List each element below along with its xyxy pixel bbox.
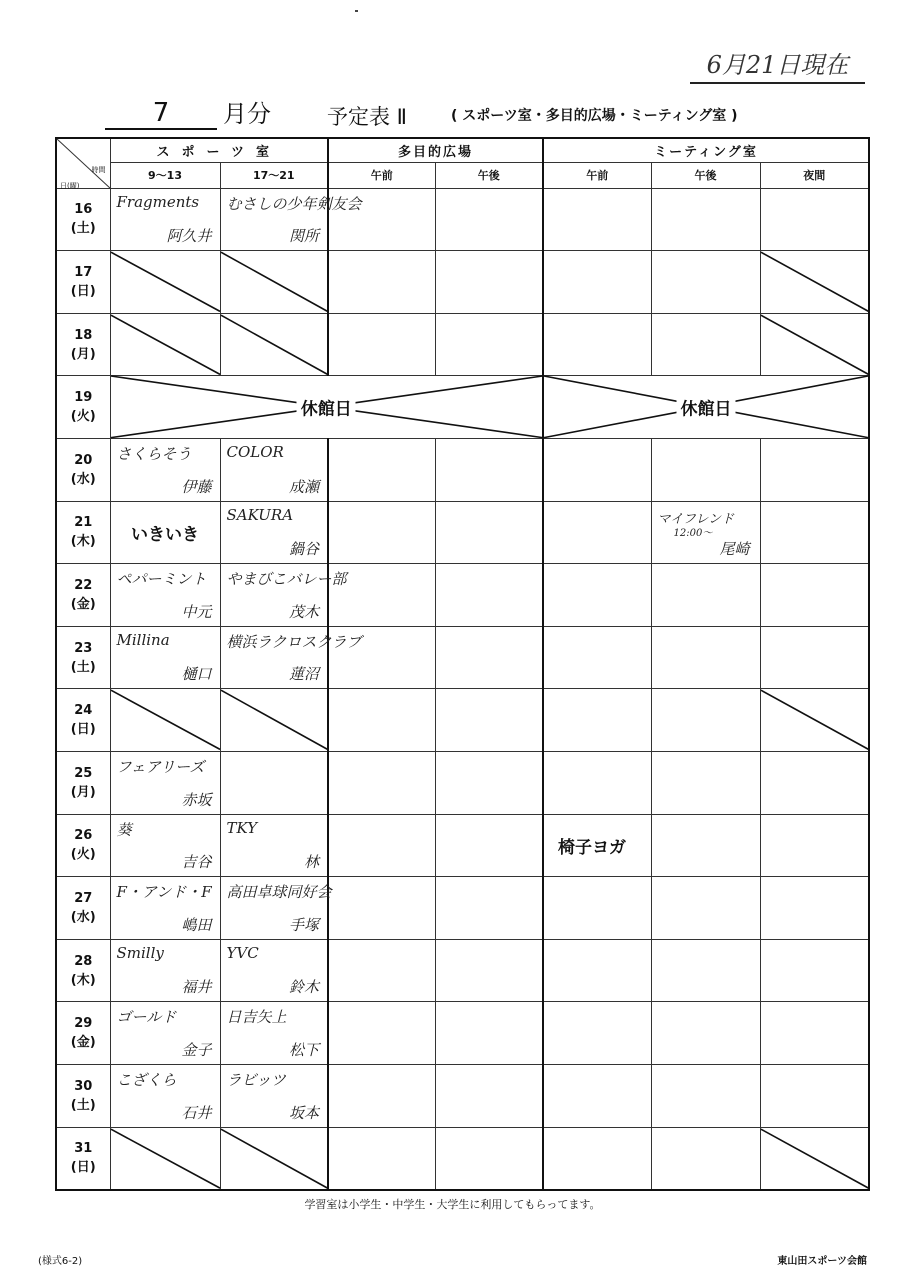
day-cell xyxy=(56,689,110,752)
closed-meeting xyxy=(543,376,869,439)
meeting-pm-cell xyxy=(651,814,760,877)
sports-pm-cell xyxy=(220,501,328,564)
day-number: 24 xyxy=(74,703,93,719)
corner-time-label: 時間 xyxy=(91,166,106,174)
slot-sports-pm: 17〜21 xyxy=(220,162,328,188)
meeting-pm-cell xyxy=(651,313,760,376)
schedule-row xyxy=(56,438,869,501)
footnote: 学習室は小学生・中学生・大学生に利用してもらってます。 xyxy=(304,1198,601,1211)
booking-contact: 成瀬 xyxy=(289,477,320,496)
booking-contact: 嶋田 xyxy=(181,915,212,934)
sports-pm-cell xyxy=(220,1127,328,1190)
form-number: (様式6-2) xyxy=(38,1256,83,1267)
sports-pm-cell xyxy=(220,313,328,376)
plaza-pm-cell xyxy=(435,1002,543,1065)
sports-pm-cell xyxy=(220,877,332,940)
meeting-pm-cell xyxy=(651,1002,760,1065)
sports-pm-cell xyxy=(220,1065,328,1128)
booking-team: F・アンド・F xyxy=(116,883,212,902)
day-of-week: (金) xyxy=(70,1035,96,1051)
sports-am-cell xyxy=(110,1127,220,1190)
booking-contact: 手塚 xyxy=(289,915,320,934)
sports-pm-cell xyxy=(220,564,347,627)
section-sports-room: スポーツ室 xyxy=(110,138,328,162)
day-number: 23 xyxy=(74,640,93,656)
slot-meeting-am: 午前 xyxy=(543,162,651,188)
booking-contact: 蓮沼 xyxy=(289,665,320,684)
plaza-am-cell xyxy=(328,939,435,1002)
day-cell xyxy=(56,1127,110,1190)
day-cell xyxy=(56,814,110,877)
meeting-am-cell xyxy=(543,814,651,877)
schedule-rooms: ( スポーツ室・多目的広場・ミーティング室 ) xyxy=(451,108,738,124)
plaza-am-cell xyxy=(328,313,435,376)
schedule-row xyxy=(56,626,869,689)
slot-plaza-am: 午前 xyxy=(328,162,435,188)
schedule-row xyxy=(56,939,869,1002)
plaza-am-cell xyxy=(328,251,435,314)
meeting-night-cell xyxy=(760,814,869,877)
booking-contact: 鍋谷 xyxy=(289,540,320,559)
meeting-night-cell xyxy=(760,1002,869,1065)
plaza-pm-cell xyxy=(435,939,543,1002)
day-of-week: (月) xyxy=(70,346,96,362)
sports-am-cell xyxy=(110,814,220,877)
closed-label: 休館日 xyxy=(297,395,356,420)
schedule-row xyxy=(56,1127,869,1190)
plaza-pm-cell xyxy=(435,1127,543,1190)
plaza-am-cell xyxy=(328,188,435,251)
crossed-out-mark xyxy=(221,689,328,751)
day-cell xyxy=(56,188,110,251)
day-number: 19 xyxy=(74,390,93,406)
sports-am-cell xyxy=(110,939,220,1002)
schedule-row xyxy=(56,689,869,752)
booking-contact: 阿久井 xyxy=(166,227,212,246)
plaza-am-cell xyxy=(328,501,435,564)
meeting-am-cell xyxy=(543,501,651,564)
sports-am-cell xyxy=(110,752,220,815)
meeting-night-cell xyxy=(760,313,869,376)
day-number: 21 xyxy=(74,515,93,531)
meeting-pm-cell xyxy=(651,877,760,940)
plaza-am-cell xyxy=(328,1065,435,1128)
day-cell xyxy=(56,626,110,689)
corner-day-label: 日(曜) xyxy=(60,182,80,190)
plaza-pm-cell xyxy=(435,501,543,564)
day-cell xyxy=(56,564,110,627)
slot-plaza-pm: 午後 xyxy=(435,162,543,188)
day-number: 22 xyxy=(74,577,93,593)
meeting-pm-cell xyxy=(651,939,760,1002)
booking-team: 日吉矢上 xyxy=(226,1008,287,1027)
booking-contact: 石井 xyxy=(181,1103,212,1122)
meeting-am-cell xyxy=(543,251,651,314)
meeting-am-cell xyxy=(543,939,651,1002)
day-cell xyxy=(56,752,110,815)
booking-team: こざくら xyxy=(116,1071,177,1090)
schedule-row xyxy=(56,251,869,314)
booking-team: COLOR xyxy=(226,442,284,461)
schedule-title: 予定表 Ⅱ xyxy=(327,105,408,129)
crossed-out-mark xyxy=(761,689,869,751)
day-cell xyxy=(56,501,110,564)
booking-contact: 坂本 xyxy=(289,1103,320,1122)
sports-pm-cell xyxy=(220,188,362,251)
booking-team: TKY xyxy=(226,818,258,837)
meeting-am-cell xyxy=(543,564,651,627)
sports-am-cell xyxy=(110,877,220,940)
sports-am-cell xyxy=(110,626,220,689)
schedule-row xyxy=(56,564,869,627)
plaza-pm-cell xyxy=(435,251,543,314)
day-number: 31 xyxy=(74,1141,93,1157)
sports-am-cell xyxy=(110,564,220,627)
sports-pm-cell xyxy=(220,689,328,752)
meeting-night-cell xyxy=(760,251,869,314)
meeting-night-cell xyxy=(760,1065,869,1128)
day-cell xyxy=(56,313,110,376)
meeting-pm-cell xyxy=(651,752,760,815)
day-of-week: (土) xyxy=(70,1097,96,1113)
booking-team: Millina xyxy=(116,630,170,649)
crossed-out-mark xyxy=(761,251,869,313)
meeting-am-cell xyxy=(543,752,651,815)
booking-team: 横浜ラクロスクラブ xyxy=(226,632,362,651)
section-meeting-room: ミーティング室 xyxy=(543,138,869,162)
day-cell xyxy=(56,877,110,940)
meeting-night-cell xyxy=(760,188,869,251)
crossed-out-mark xyxy=(111,689,220,751)
day-of-week: (木) xyxy=(70,534,96,550)
day-of-week: (日) xyxy=(70,283,96,299)
meeting-am-cell xyxy=(543,313,651,376)
plaza-am-cell xyxy=(328,564,435,627)
day-of-week: (金) xyxy=(70,596,96,612)
facility-name: 東山田スポーツ会館 xyxy=(777,1256,867,1267)
plaza-am-cell xyxy=(328,1002,435,1065)
day-cell xyxy=(56,1065,110,1128)
meeting-pm-cell xyxy=(651,251,760,314)
sports-pm-cell xyxy=(220,438,328,501)
meeting-night-cell xyxy=(760,501,869,564)
meeting-pm-cell xyxy=(651,626,760,689)
closed-label: 休館日 xyxy=(677,395,736,420)
meeting-am-cell xyxy=(543,1002,651,1065)
meeting-night-cell xyxy=(760,1127,869,1190)
day-number: 26 xyxy=(74,828,93,844)
sports-pm-cell xyxy=(220,251,328,314)
booking-team: SAKURA xyxy=(226,505,294,524)
sports-am-cell xyxy=(110,1002,220,1065)
schedule-row xyxy=(56,501,869,564)
day-of-week: (水) xyxy=(70,910,96,926)
slot-meeting-pm: 午後 xyxy=(651,162,760,188)
booking-contact: 関所 xyxy=(289,227,320,246)
booking-team: Fragments xyxy=(116,192,200,211)
crossed-out-mark xyxy=(761,1128,869,1189)
month-number: 7 xyxy=(105,100,217,130)
day-number: 30 xyxy=(74,1078,93,1094)
day-cell xyxy=(56,251,110,314)
day-of-week: (土) xyxy=(70,659,96,675)
plaza-am-cell xyxy=(328,689,435,752)
closed-sports xyxy=(110,376,543,439)
crossed-out-mark xyxy=(111,314,220,376)
schedule-row xyxy=(56,877,869,940)
corner-header xyxy=(56,138,110,188)
day-cell xyxy=(56,939,110,1002)
day-of-week: (火) xyxy=(70,409,96,425)
booking-team: ペパーミント xyxy=(116,570,207,589)
crossed-out-mark xyxy=(111,251,220,313)
meeting-night-cell xyxy=(760,689,869,752)
booking-label: 椅子ヨガ xyxy=(558,837,627,858)
crossed-out-mark xyxy=(221,251,328,313)
crossed-out-mark xyxy=(221,314,328,376)
booking-contact: 尾崎 xyxy=(719,540,750,559)
plaza-pm-cell xyxy=(435,188,543,251)
booking-team: ラビッツ xyxy=(226,1071,286,1090)
sports-pm-cell xyxy=(220,1002,328,1065)
plaza-pm-cell xyxy=(435,877,543,940)
plaza-am-cell xyxy=(328,752,435,815)
booking-team: YVC xyxy=(226,943,259,962)
day-number: 27 xyxy=(74,891,93,907)
day-number: 25 xyxy=(74,765,93,781)
schedule-row xyxy=(56,752,869,815)
plaza-pm-cell xyxy=(435,814,543,877)
day-of-week: (火) xyxy=(70,847,96,863)
booking-contact: 金子 xyxy=(181,1041,212,1060)
meeting-pm-cell xyxy=(651,1065,760,1128)
meeting-pm-cell xyxy=(651,1127,760,1190)
plaza-am-cell xyxy=(328,814,435,877)
booking-time: 12:00〜 xyxy=(673,527,713,539)
sports-pm-cell xyxy=(220,626,362,689)
scan-dot xyxy=(355,10,358,12)
day-number: 18 xyxy=(74,327,93,343)
booking-team: 高田卓球同好会 xyxy=(226,883,332,902)
plaza-pm-cell xyxy=(435,689,543,752)
plaza-pm-cell xyxy=(435,1065,543,1128)
booking-contact: 中元 xyxy=(181,602,212,621)
schedule-row xyxy=(56,1002,869,1065)
booking-team: Smilly xyxy=(116,943,164,962)
plaza-pm-cell xyxy=(435,438,543,501)
day-of-week: (木) xyxy=(70,972,96,988)
as-of-date: 6月21日現在 xyxy=(690,50,865,84)
day-of-week: (水) xyxy=(70,471,96,487)
sports-pm-cell xyxy=(220,752,328,815)
meeting-pm-cell xyxy=(651,689,760,752)
meeting-night-cell xyxy=(760,939,869,1002)
booking-contact: 茂木 xyxy=(289,602,320,621)
meeting-am-cell xyxy=(543,1127,651,1190)
day-of-week: (日) xyxy=(70,1160,96,1176)
day-cell xyxy=(56,376,110,439)
sports-pm-cell xyxy=(220,939,328,1002)
booking-team: むさしの少年剣友会 xyxy=(226,194,362,213)
day-cell xyxy=(56,438,110,501)
meeting-am-cell xyxy=(543,188,651,251)
month-suffix: 月分 xyxy=(223,100,271,128)
sports-am-cell xyxy=(110,689,220,752)
sports-am-cell xyxy=(110,251,220,314)
plaza-pm-cell xyxy=(435,313,543,376)
meeting-am-cell xyxy=(543,877,651,940)
booking-contact: 吉谷 xyxy=(181,853,212,872)
plaza-am-cell xyxy=(328,438,435,501)
meeting-night-cell xyxy=(760,752,869,815)
schedule-row xyxy=(56,376,869,439)
meeting-night-cell xyxy=(760,564,869,627)
plaza-pm-cell xyxy=(435,564,543,627)
slot-sports-am: 9〜13 xyxy=(110,162,220,188)
meeting-pm-cell xyxy=(651,564,760,627)
booking-team: フェアリーズ xyxy=(116,758,205,776)
booking-team: マイフレンド xyxy=(657,511,735,527)
crossed-out-mark xyxy=(221,1128,328,1189)
schedule-row xyxy=(56,814,869,877)
meeting-night-cell xyxy=(760,438,869,501)
meeting-am-cell xyxy=(543,689,651,752)
day-number: 16 xyxy=(74,202,93,218)
sports-am-cell xyxy=(110,188,220,251)
booking-team: さくらそう xyxy=(116,444,192,463)
crossed-out-mark xyxy=(111,1128,220,1189)
booking-team: ゴールド xyxy=(116,1008,177,1027)
title-row xyxy=(105,100,865,132)
meeting-night-cell xyxy=(760,877,869,940)
schedule-row xyxy=(56,188,869,251)
day-cell xyxy=(56,1002,110,1065)
meeting-pm-cell xyxy=(651,501,760,564)
day-of-week: (日) xyxy=(70,722,96,738)
booking-contact: 林 xyxy=(304,853,320,872)
meeting-am-cell xyxy=(543,626,651,689)
slot-meeting-night: 夜間 xyxy=(760,162,869,188)
schedule-row xyxy=(56,313,869,376)
sports-am-cell xyxy=(110,438,220,501)
day-number: 20 xyxy=(74,452,93,468)
booking-label: いきいき xyxy=(131,524,199,545)
day-number: 29 xyxy=(74,1016,93,1032)
booking-contact: 樋口 xyxy=(181,665,212,684)
booking-contact: 福井 xyxy=(181,978,212,997)
day-of-week: (土) xyxy=(70,221,96,237)
meeting-pm-cell xyxy=(651,188,760,251)
booking-contact: 赤坂 xyxy=(181,790,212,809)
sports-am-cell xyxy=(110,501,220,564)
day-number: 28 xyxy=(74,953,93,969)
plaza-am-cell xyxy=(328,877,435,940)
crossed-out-mark xyxy=(761,314,869,376)
day-of-week: (月) xyxy=(70,784,96,800)
meeting-am-cell xyxy=(543,438,651,501)
booking-contact: 鈴木 xyxy=(289,978,320,997)
section-multipurpose-plaza: 多目的広場 xyxy=(328,138,543,162)
meeting-am-cell xyxy=(543,1065,651,1128)
plaza-am-cell xyxy=(328,626,435,689)
sports-am-cell xyxy=(110,313,220,376)
day-number: 17 xyxy=(74,264,93,280)
booking-contact: 伊藤 xyxy=(181,477,212,496)
schedule-table xyxy=(55,137,870,1191)
sports-pm-cell xyxy=(220,814,328,877)
plaza-am-cell xyxy=(328,1127,435,1190)
meeting-night-cell xyxy=(760,626,869,689)
meeting-pm-cell xyxy=(651,438,760,501)
plaza-pm-cell xyxy=(435,752,543,815)
schedule-row xyxy=(56,1065,869,1128)
booking-contact: 松下 xyxy=(289,1041,320,1060)
sports-am-cell xyxy=(110,1065,220,1128)
booking-team: やまびこバレー部 xyxy=(226,570,347,589)
plaza-pm-cell xyxy=(435,626,543,689)
booking-team: 葵 xyxy=(116,820,132,839)
